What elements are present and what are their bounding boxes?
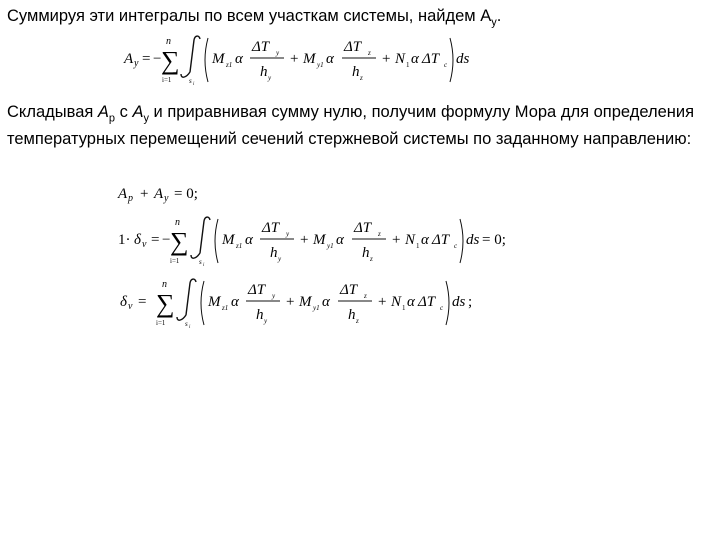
right-paren-icon [446, 281, 449, 325]
sum-icon: ∑ [170, 227, 189, 256]
f1-minus: − [153, 51, 162, 67]
paragraph-2 [7, 102, 712, 149]
f4-N: N [391, 294, 402, 310]
f1-h2: h [352, 64, 360, 80]
ay-subscript: y [491, 16, 497, 29]
formula-mohr-unit [118, 210, 508, 270]
ay-symbol: A [132, 103, 144, 121]
f4-hy: y [264, 317, 268, 325]
f4-dT: ΔT [248, 282, 266, 298]
f3-dT: ΔT [262, 220, 280, 236]
f1-sum-n: n [166, 36, 171, 47]
f4-delta: δ [120, 294, 127, 310]
left-paren-icon [205, 38, 208, 82]
left-paren-icon [215, 219, 218, 263]
f2-zero: = 0; [174, 186, 198, 202]
f1-alpha: α [235, 51, 243, 67]
integral-icon [181, 36, 200, 77]
f1-int-s: s [189, 77, 192, 85]
f3-sum-i: i=1 [170, 257, 180, 265]
f2-A1: A [118, 186, 128, 202]
f3-y1: y1 [327, 242, 334, 250]
f1-plus1: + [290, 51, 299, 67]
ay-subscript-2: y [143, 112, 149, 125]
f3-dT2: ΔT [354, 220, 372, 236]
formula-sum-zero [118, 180, 228, 206]
f3-z1: z1 [236, 242, 243, 250]
f1-int-i: i [193, 82, 195, 87]
f1-A: A [124, 51, 134, 67]
ap-symbol: A [97, 103, 109, 121]
paragraph-1-end: . [496, 7, 502, 25]
f3-alpha: α [245, 232, 253, 248]
right-paren-icon [450, 38, 453, 82]
f4-z1: z1 [222, 304, 229, 312]
p2-t1: Складывая [7, 103, 98, 121]
formula-mohr-unit-svg [118, 210, 508, 270]
f3-Ty: y [286, 230, 290, 238]
f4-y1: y1 [313, 304, 320, 312]
f3-zero: = 0; [482, 232, 506, 248]
p2-t3: и приравнивая сумму нулю, получим формулу Мора для определения температурных перемещений сечений стержневой системы по заданному направлению: [7, 103, 695, 148]
f4-hz: z [356, 317, 359, 325]
f4-sum-i: i=1 [156, 319, 166, 327]
f1-ds: ds [456, 51, 470, 67]
f4-ds: ds [452, 294, 466, 310]
f3-minus: − [162, 232, 171, 248]
f4-sum-n: n [162, 279, 167, 290]
f4-semicolon: ; [468, 294, 473, 310]
f1-hy: y [268, 74, 272, 82]
formula-mohr [118, 272, 478, 332]
f3-dT3: ΔT [432, 232, 450, 248]
f3-alpha2: α [336, 232, 344, 248]
f3-h: h [270, 245, 278, 261]
ap-subscript: p [108, 112, 116, 125]
f1-Ty: y [276, 49, 280, 57]
formula-mohr-svg [118, 272, 478, 332]
f1-z1: z1 [226, 61, 233, 69]
formula-ay-svg [120, 32, 480, 88]
f1-h: h [260, 64, 268, 80]
f4-Tc: c [440, 304, 444, 312]
integral-icon [177, 279, 196, 320]
formula-sum-zero-svg [118, 180, 228, 206]
f1-dT3: ΔT [422, 51, 440, 67]
f1-alpha3: α [411, 51, 419, 67]
f1-y1: y1 [317, 61, 324, 69]
paragraph-1 [7, 6, 501, 33]
integral-icon [191, 217, 210, 258]
f1-plus2: + [382, 51, 391, 67]
f3-one-dot: 1· [118, 232, 131, 248]
f3-int-i: i [203, 263, 205, 268]
f3-alpha3: α [421, 232, 429, 248]
f4-plus1: + [286, 294, 295, 310]
f4-eq: = [138, 294, 147, 310]
f2-p: p [128, 193, 133, 204]
f3-My: M [313, 232, 326, 248]
f4-h2: h [348, 307, 356, 323]
f3-int-s: s [199, 258, 202, 266]
f1-My: M [303, 51, 316, 67]
f4-My: M [299, 294, 312, 310]
f2-A2: A [154, 186, 164, 202]
p2-t2: с [115, 103, 133, 121]
f1-Tc: c [444, 61, 448, 69]
f4-h: h [256, 307, 264, 323]
f1-M: M [212, 51, 225, 67]
f4-M: M [208, 294, 221, 310]
f3-v: v [142, 239, 147, 250]
paragraph-1-text: Суммируя эти интегралы по всем участкам системы, найдем A [7, 7, 492, 25]
f3-Tz: z [378, 230, 381, 238]
f1-N: N [395, 51, 406, 67]
f1-alpha2: α [326, 51, 334, 67]
f4-Tz: z [364, 292, 367, 300]
f3-hz: z [370, 255, 373, 263]
f4-alpha: α [231, 294, 239, 310]
left-paren-icon [201, 281, 204, 325]
f4-one: 1 [402, 304, 406, 312]
f1-one: 1 [406, 61, 410, 69]
f3-one: 1 [416, 242, 420, 250]
f1-hz: z [360, 74, 363, 82]
f4-alpha3: α [407, 294, 415, 310]
f1-dT: ΔT [252, 39, 270, 55]
f4-int-i: i [189, 325, 191, 330]
f4-dT2: ΔT [340, 282, 358, 298]
f2-plus: + [140, 186, 149, 202]
sum-icon: ∑ [161, 46, 180, 75]
f4-int-s: s [185, 320, 188, 328]
right-paren-icon [460, 219, 463, 263]
sum-icon: ∑ [156, 289, 175, 318]
f1-eq: = [142, 51, 151, 67]
f3-M: M [222, 232, 235, 248]
f3-plus2: + [392, 232, 401, 248]
f4-dT3: ΔT [418, 294, 436, 310]
f4-plus2: + [378, 294, 387, 310]
f4-alpha2: α [322, 294, 330, 310]
f1-dT2: ΔT [344, 39, 362, 55]
f1-Tz: z [368, 49, 371, 57]
f2-y: y [164, 193, 169, 204]
f3-ds: ds [466, 232, 480, 248]
f3-delta: δ [134, 232, 141, 248]
f3-plus1: + [300, 232, 309, 248]
f3-hy: y [278, 255, 282, 263]
f4-Ty: y [272, 292, 276, 300]
formula-ay [120, 32, 480, 88]
f3-sum-n: n [175, 217, 180, 228]
f4-v: v [128, 301, 133, 312]
f1-sum-i: i=1 [162, 76, 172, 84]
f3-Tc: c [454, 242, 458, 250]
f3-eq: = [151, 232, 160, 248]
f3-N: N [405, 232, 416, 248]
f1-y: y [134, 58, 139, 69]
f3-h2: h [362, 245, 370, 261]
